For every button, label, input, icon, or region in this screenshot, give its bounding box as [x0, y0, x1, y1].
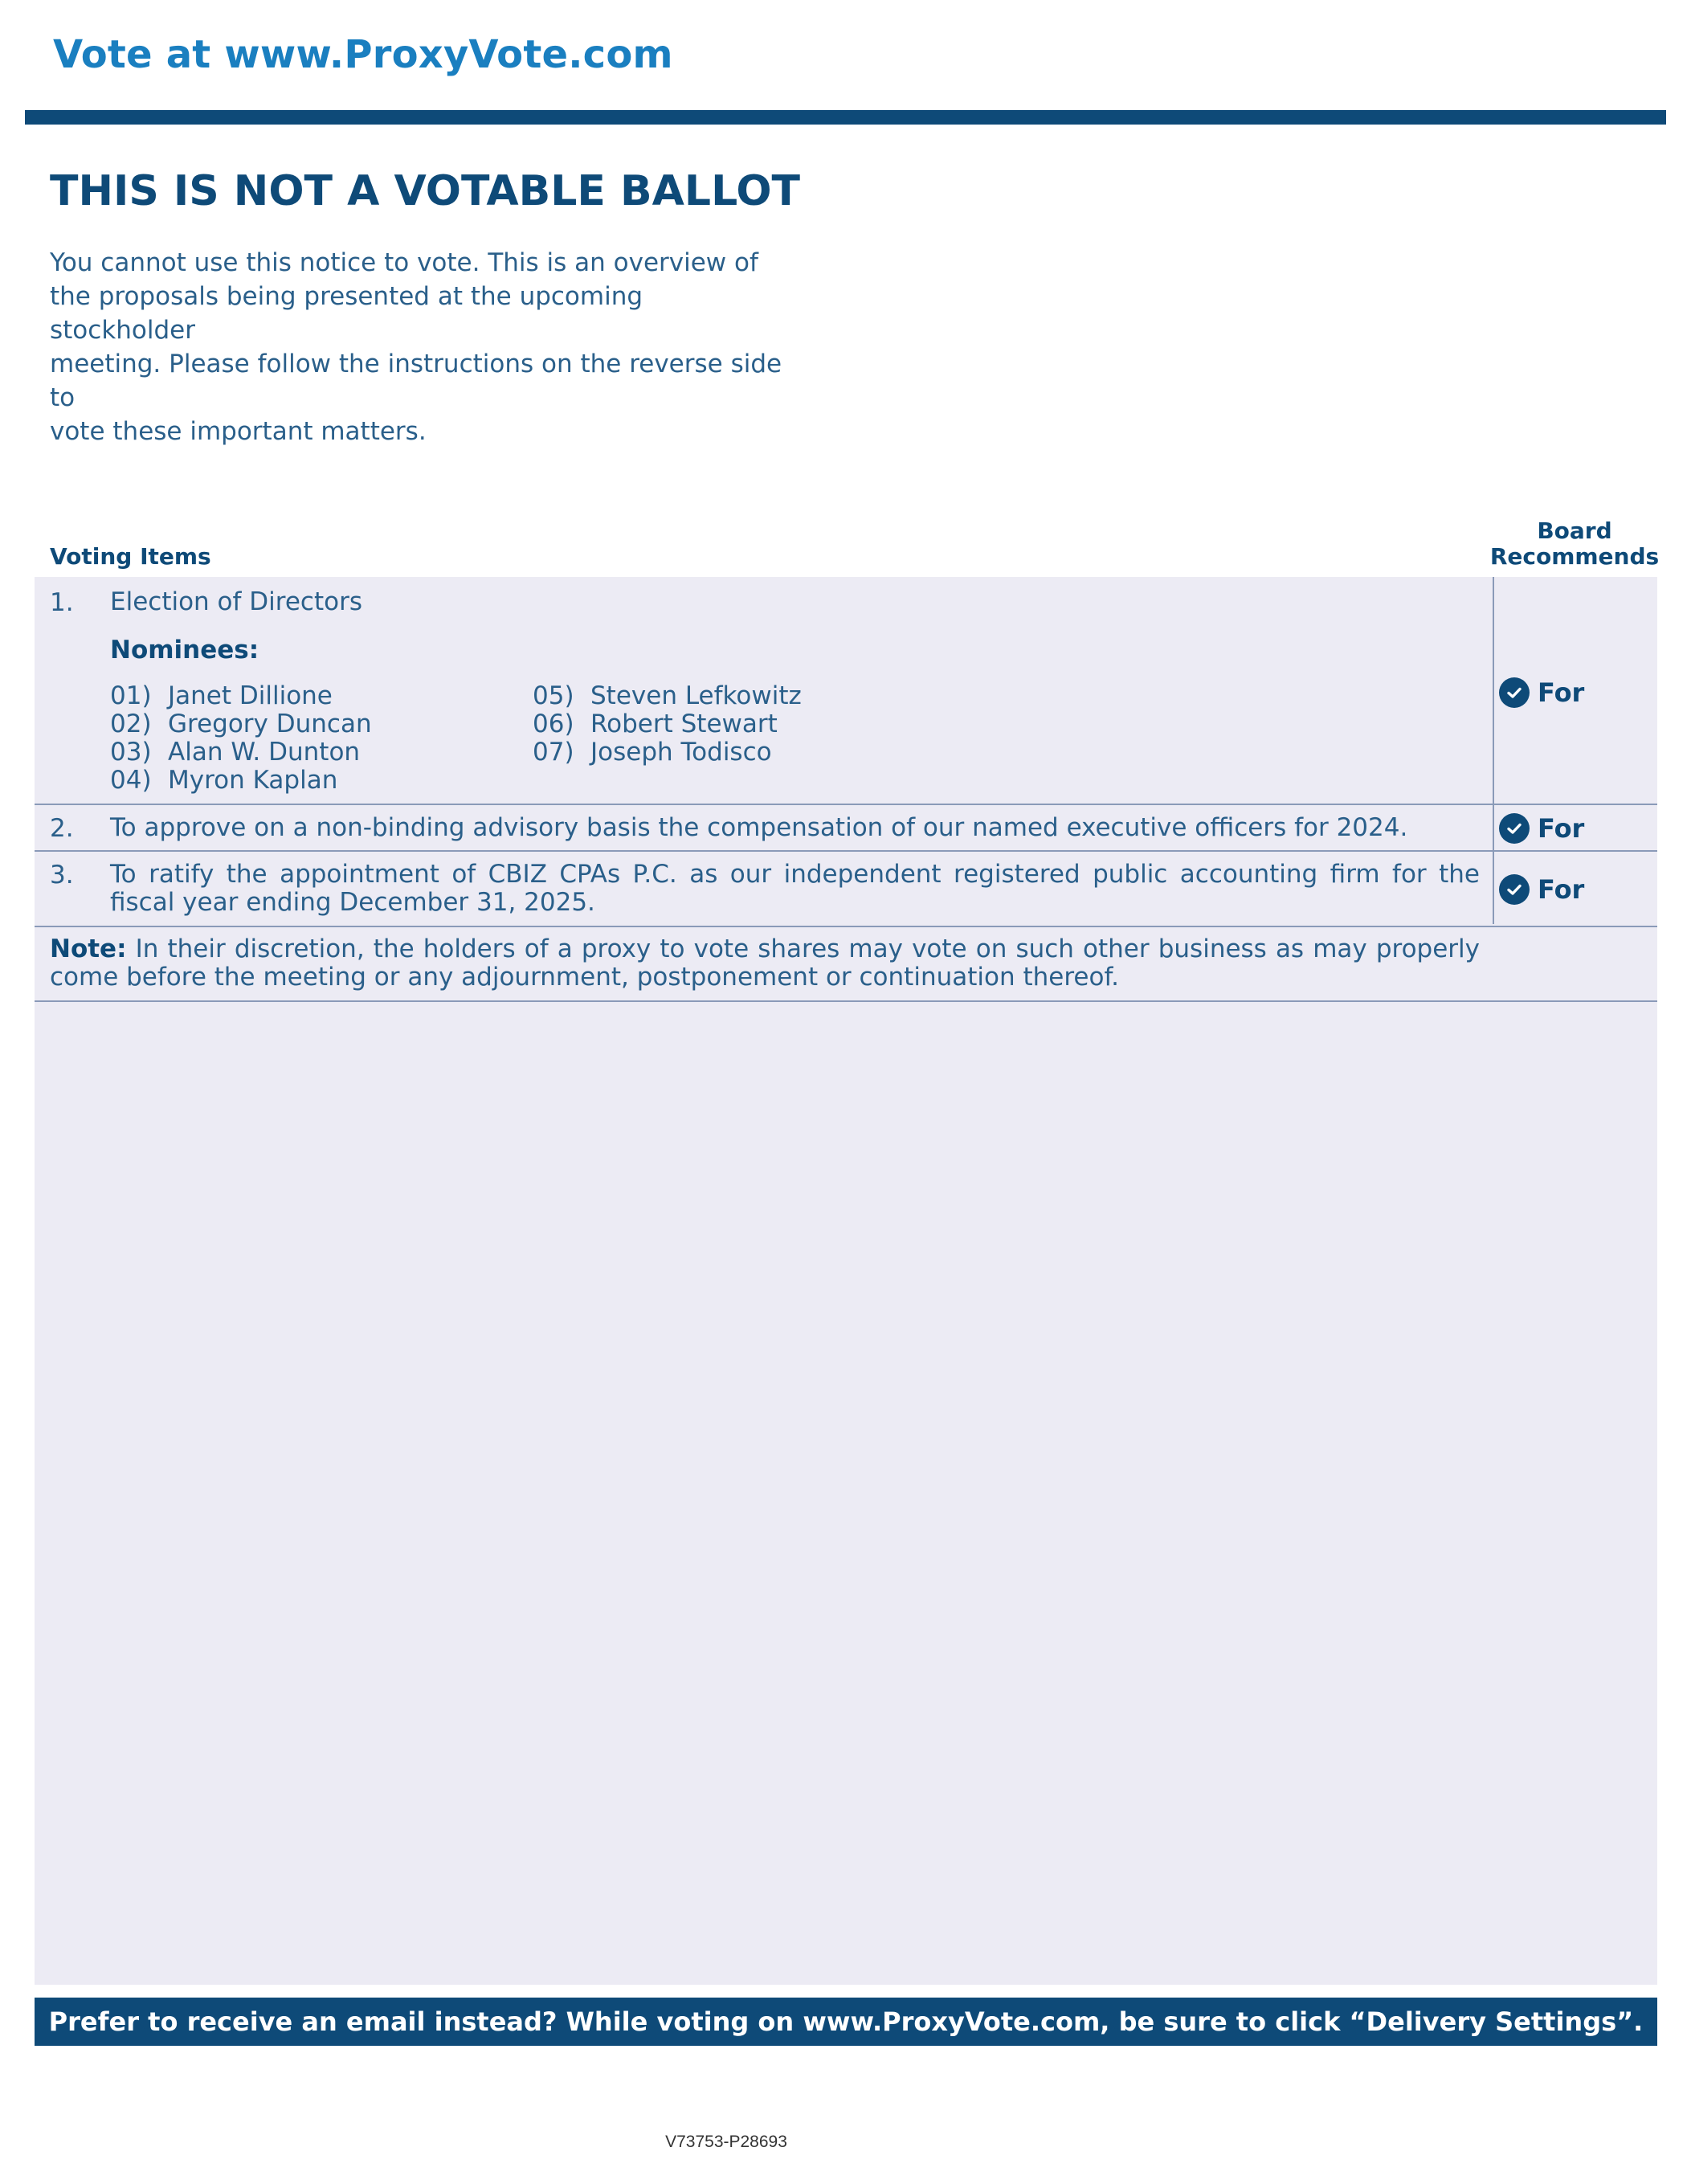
top-rule: [25, 110, 1666, 125]
nominee-number: 04): [110, 766, 152, 795]
nominee-name: Gregory Duncan: [168, 710, 372, 738]
nominee-name: Myron Kaplan: [168, 766, 338, 795]
nominee-02: [110, 710, 372, 738]
intro-line: vote these important matters.: [50, 417, 427, 446]
nominee-number: 06): [533, 710, 574, 738]
item-1-number: 1.: [50, 588, 74, 617]
nominee-number: 01): [110, 681, 152, 710]
intro-line: the proposals being presented at the upcoming stockholder: [50, 282, 643, 345]
nominee-number: 02): [110, 710, 152, 738]
email-delivery-banner: Prefer to receive an email instead? While voting on www.ProxyVote.com, be sure to click “Delivery Settings”.: [35, 1998, 1657, 2046]
note-body: In their discretion, the holders of a proxy to vote shares may vote on such other business as may properly come before the meeting or any adjournment, postponement or continuation thereof.: [50, 935, 1480, 992]
board-recommends-header: [1478, 518, 1671, 570]
nominee-name: Janet Dillione: [168, 681, 333, 710]
nominee-05: [533, 681, 802, 710]
nominee-07: [533, 738, 772, 767]
intro-text: [50, 246, 789, 448]
document-code: V73753-P28693: [665, 2133, 787, 2151]
item-3-text: To ratify the appointment of CBIZ CPAs P.C. as our independent registered public accounting firm for the fiscal year ending December 31, 2025.: [110, 860, 1480, 917]
vote-link[interactable]: Vote at www.ProxyVote.com: [53, 32, 673, 77]
note-text: [50, 935, 1480, 992]
nominee-name: Robert Stewart: [590, 710, 778, 738]
check-circle-icon: [1499, 874, 1530, 905]
item-1-recommendation: [1499, 677, 1584, 708]
nominee-06: [533, 710, 778, 738]
item-3-recommendation: [1499, 874, 1584, 905]
board-header-line: Recommends: [1489, 543, 1660, 570]
recommendation-label: For: [1538, 874, 1585, 905]
intro-line: meeting. Please follow the instructions on the reverse side to: [50, 350, 782, 412]
nominee-03: [110, 738, 360, 767]
nominee-name: Joseph Todisco: [590, 738, 772, 767]
item-3-number: 3.: [50, 861, 74, 890]
nominees-label: Nominees:: [110, 636, 259, 665]
board-header-line: Board: [1537, 517, 1612, 544]
nominee-01: [110, 681, 333, 710]
voting-items-header: Voting Items: [50, 543, 211, 570]
check-circle-icon: [1499, 813, 1530, 844]
nominee-name: Steven Lefkowitz: [590, 681, 802, 710]
item-2-number: 2.: [50, 814, 74, 843]
nominee-number: 05): [533, 681, 574, 710]
nominee-number: 03): [110, 738, 152, 767]
item-2-recommendation: [1499, 813, 1584, 844]
ballot-title: THIS IS NOT A VOTABLE BALLOT: [50, 167, 801, 215]
item-2-text: To approve on a non-binding advisory basis the compensation of our named executive officers for 2024.: [110, 813, 1408, 842]
check-circle-icon: [1499, 677, 1530, 708]
nominee-name: Alan W. Dunton: [168, 738, 361, 767]
recommendation-label: For: [1538, 677, 1585, 708]
nominee-04: [110, 766, 337, 795]
item-1-text: Election of Directors: [110, 587, 362, 616]
intro-line: You cannot use this notice to vote. This is an overview of: [50, 248, 758, 277]
nominee-number: 07): [533, 738, 574, 767]
recommendation-label: For: [1538, 813, 1585, 844]
column-divider: [1493, 577, 1494, 924]
note-label: Note:: [50, 935, 127, 963]
